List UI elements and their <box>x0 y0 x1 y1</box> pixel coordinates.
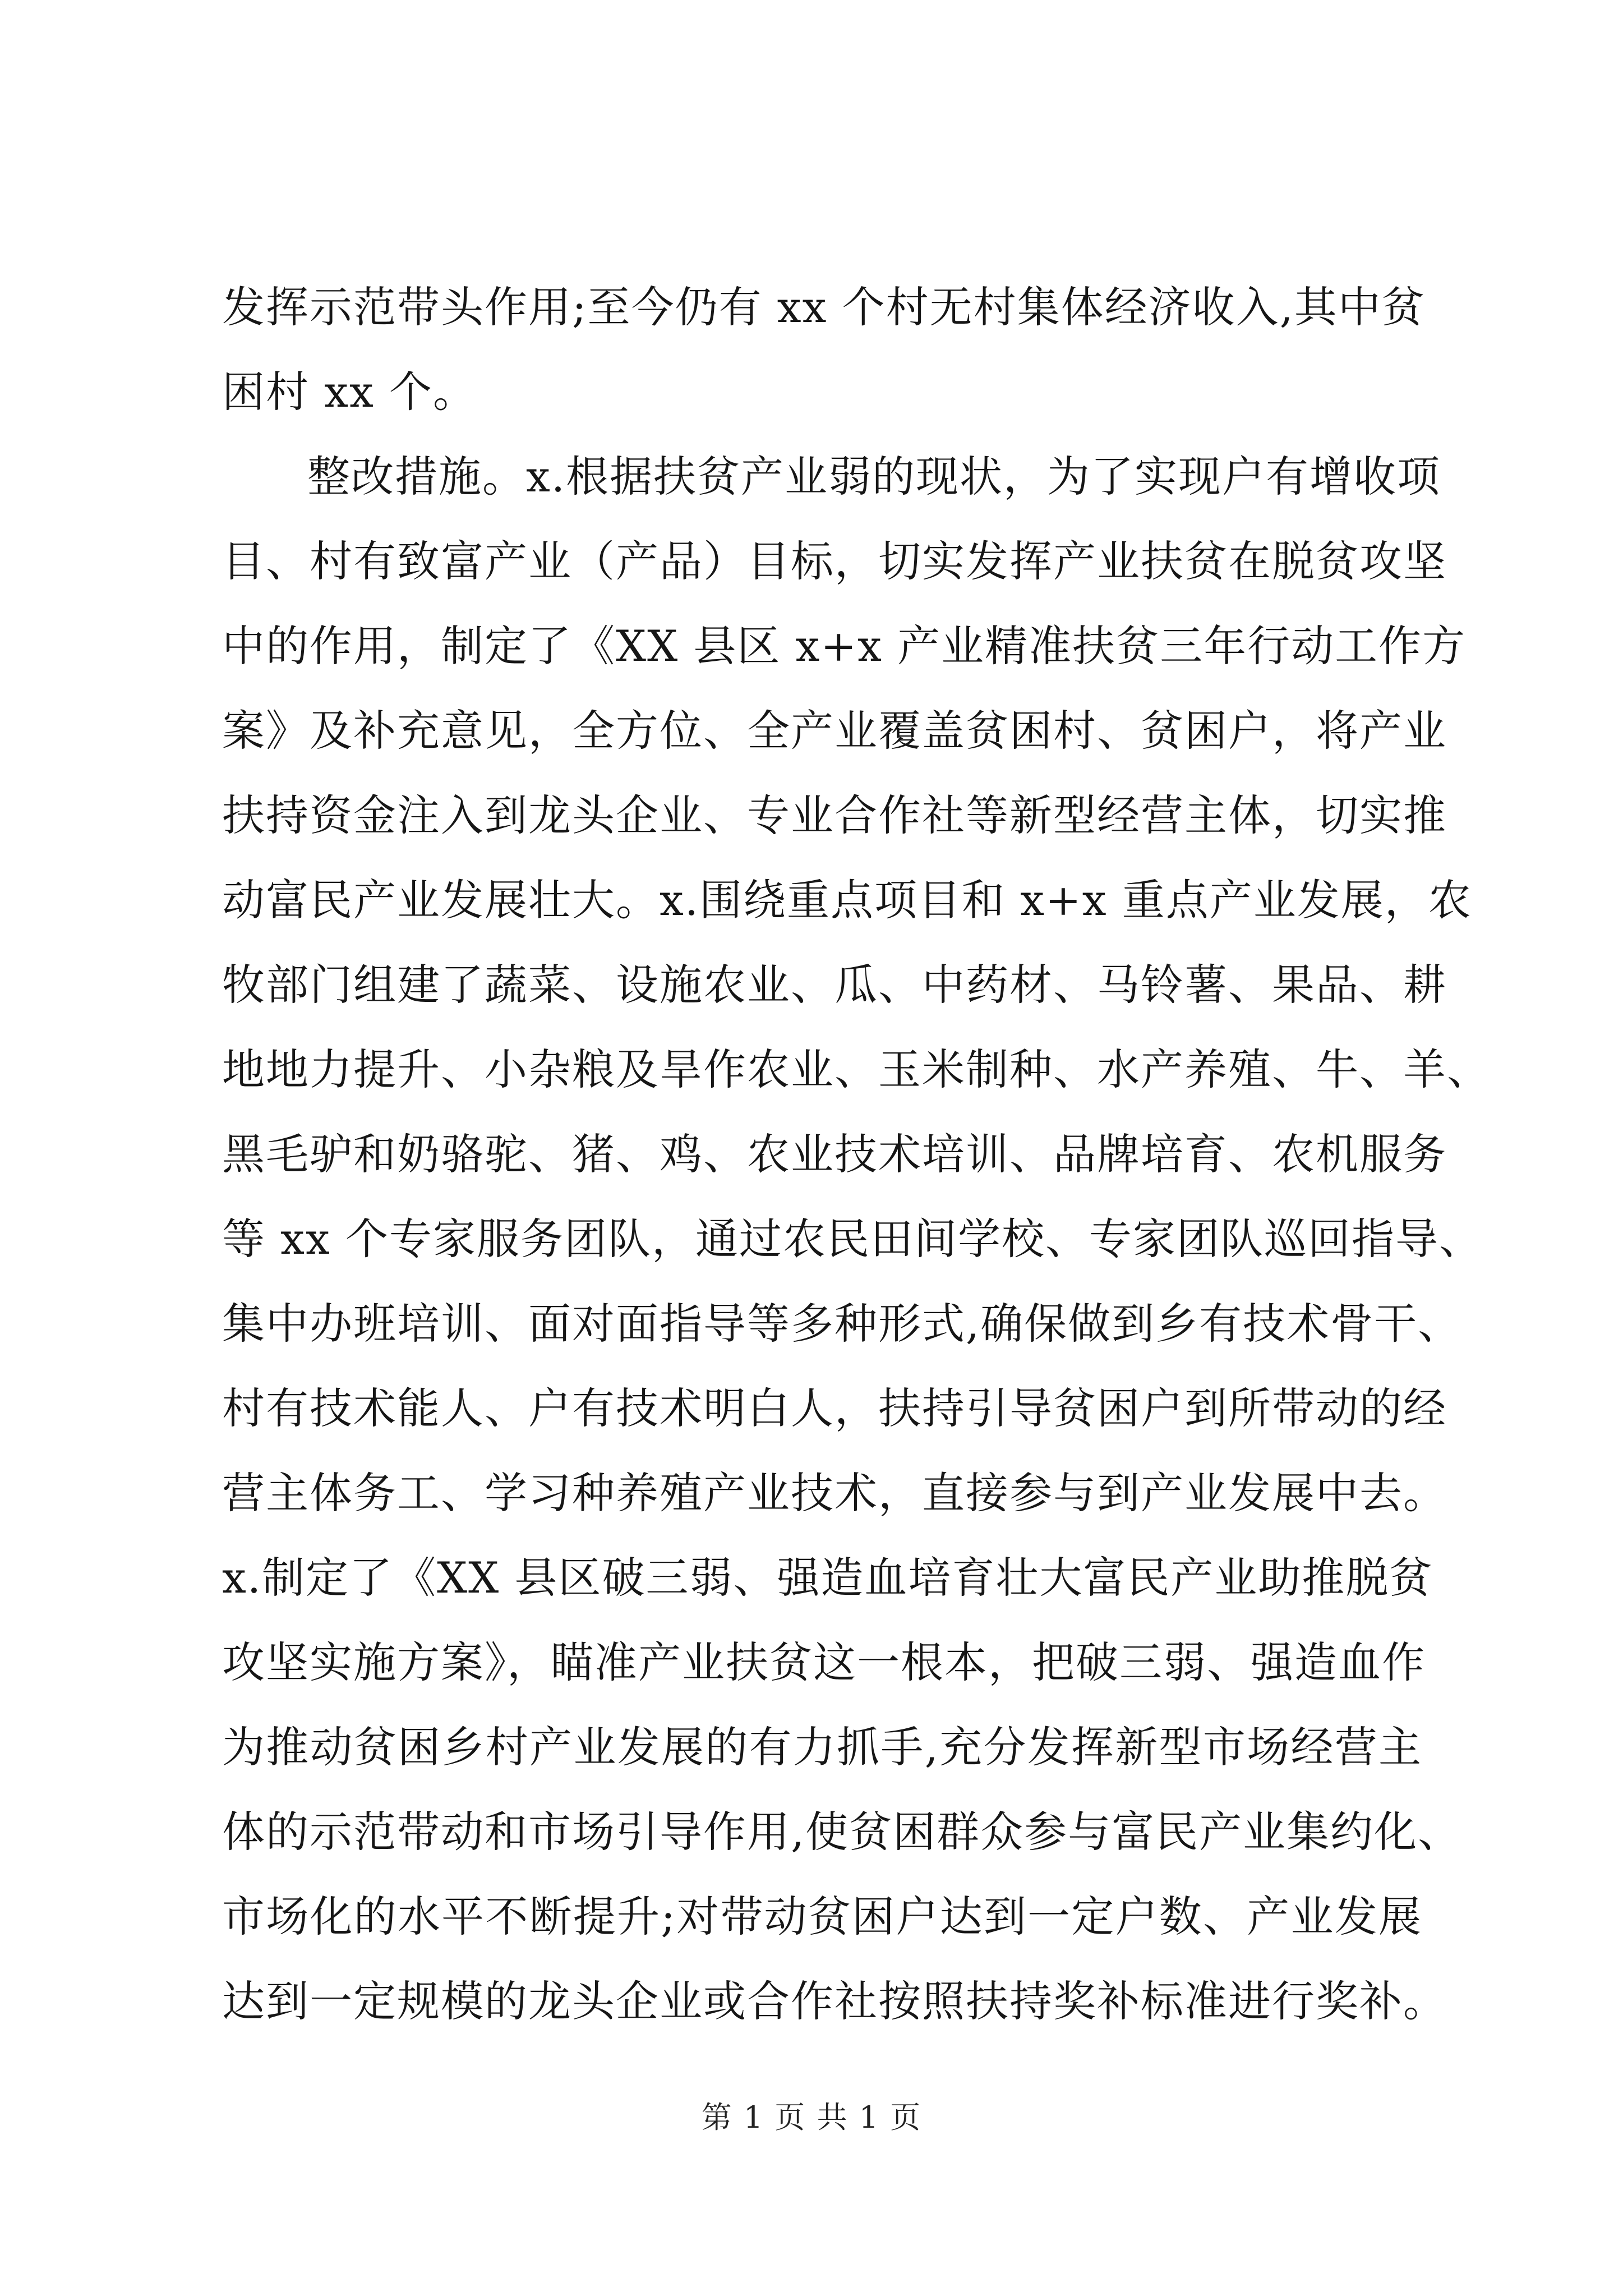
text-line: 扶持资金注入到龙头企业、专业合作社等新型经营主体，切实推 <box>222 790 1447 840</box>
text-line: 牧部门组建了蔬菜、设施农业、瓜、中药材、马铃薯、果品、耕 <box>222 960 1447 1010</box>
text-line: 目、村有致富产业（产品）目标，切实发挥产业扶贫在脱贫攻坚 <box>222 536 1447 586</box>
text-line: 等 xx 个专家服务团队，通过农民田间学校、专家团队巡回指导、 <box>222 1214 1483 1264</box>
text-line: 动富民产业发展壮大。x.围绕重点项目和 x+x 重点产业发展，农 <box>222 875 1472 925</box>
text-line: 村有技术能人、户有技术明白人，扶持引导贫困户到所带动的经 <box>222 1383 1447 1433</box>
page-number-footer: 第 1 页 共 1 页 <box>701 2100 922 2135</box>
document-body <box>222 265 1491 2044</box>
text-line: 达到一定规模的龙头企业或合作社按照扶持奖补标准进行奖补。 <box>222 1976 1447 2026</box>
paragraph-first-line: 整改措施。x.根据扶贫产业弱的现状，为了实现户有增收项 <box>307 452 1441 501</box>
text-line: x.制定了《XX 县区破三弱、强造血培育壮大富民产业助推脱贫 <box>222 1553 1433 1603</box>
text-line: 体的示范带动和市场引导作用,使贫困群众参与富民产业集约化、 <box>222 1807 1462 1857</box>
text-line: 困村 xx 个。 <box>222 367 477 417</box>
text-line: 攻坚实施方案》，瞄准产业扶贫这一根本，把破三弱、强造血作 <box>222 1637 1426 1687</box>
text-line: 黑毛驴和奶骆驼、猪、鸡、农业技术培训、品牌培育、农机服务 <box>222 1129 1447 1179</box>
text-line: 集中办班培训、面对面指导等多种形式,确保做到乡有技术骨干、 <box>222 1299 1462 1349</box>
text-line: 市场化的水平不断提升;对带动贫困户达到一定户数、产业发展 <box>222 1892 1422 1941</box>
text-line: 营主体务工、学习种养殖产业技术，直接参与到产业发展中去。 <box>222 1468 1447 1518</box>
text-line: 为推动贫困乡村产业发展的有力抓手,充分发挥新型市场经营主 <box>222 1722 1422 1772</box>
text-line: 地地力提升、小杂粮及旱作农业、玉米制种、水产养殖、牛、羊、 <box>222 1045 1491 1094</box>
text-line: 发挥示范带头作用;至今仍有 xx 个村无村集体经济收入,其中贫 <box>222 282 1426 332</box>
text-line: 中的作用，制定了《XX 县区 x+x 产业精准扶贫三年行动工作方 <box>222 621 1467 671</box>
text-line: 案》及补充意见，全方位、全产业覆盖贫困村、贫困户，将产业 <box>222 706 1447 756</box>
